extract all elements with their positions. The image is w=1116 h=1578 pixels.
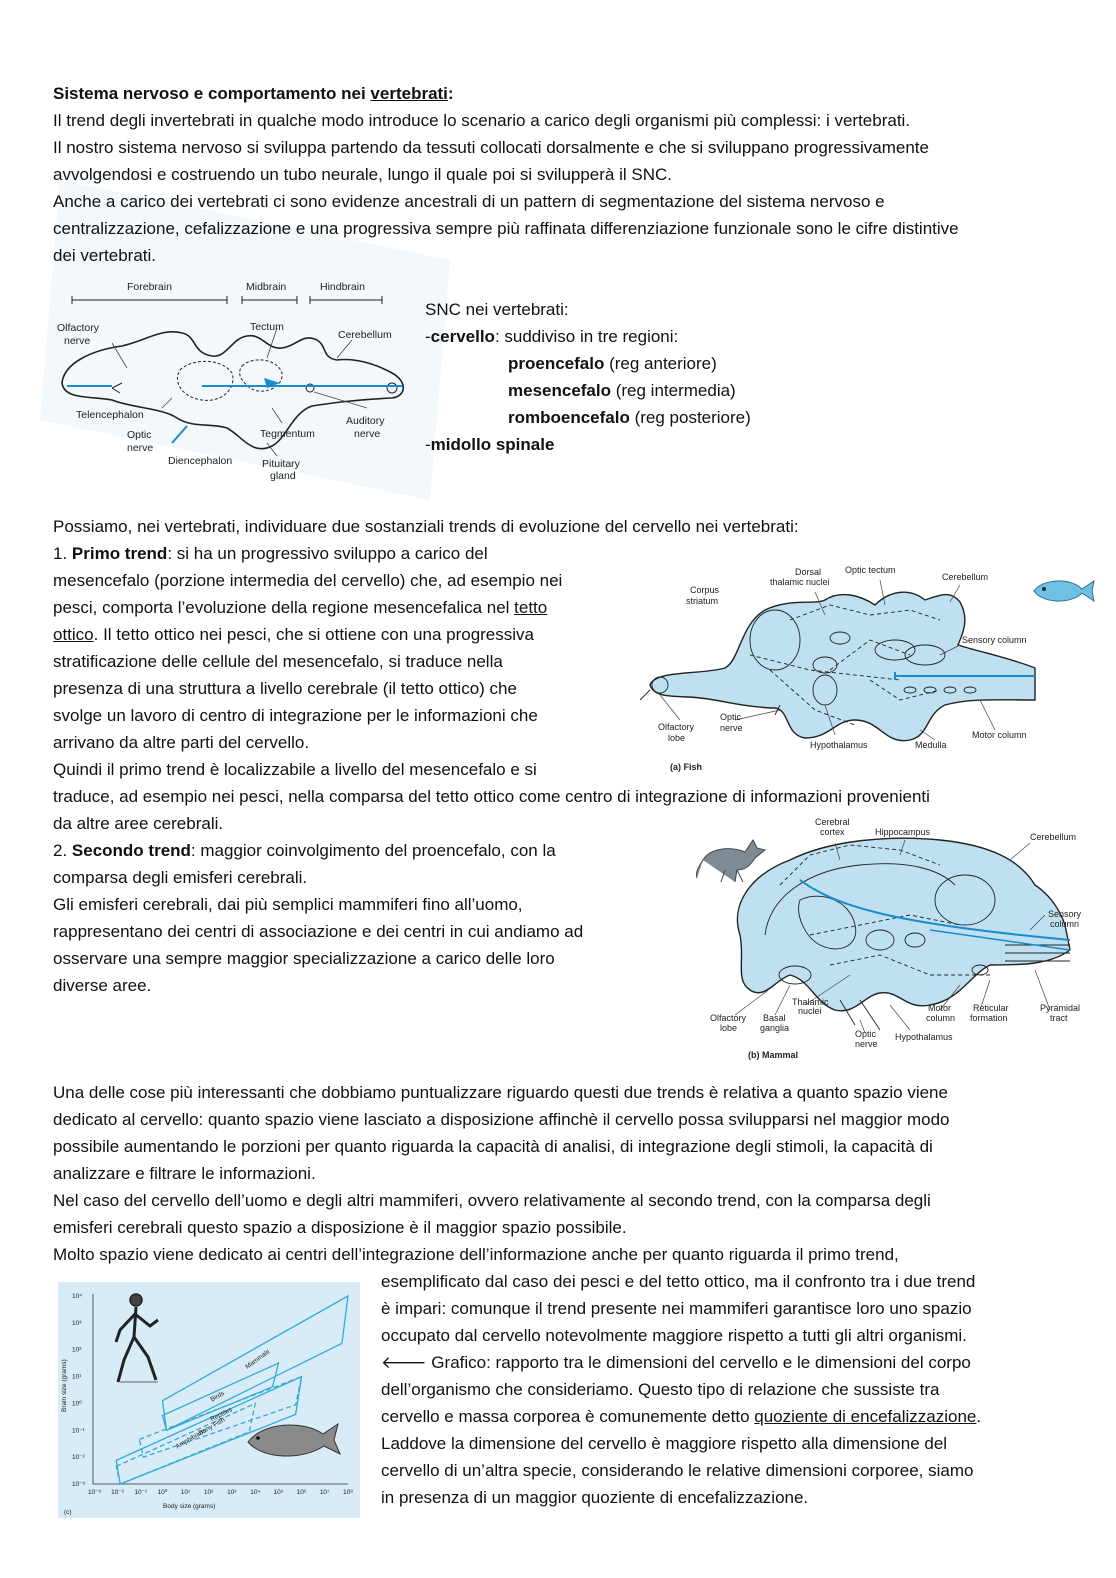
x-tick-label: 10⁻² — [111, 1489, 125, 1496]
x-tick-label: 10³ — [227, 1489, 237, 1496]
label-cerebellum: Cerebellum — [338, 329, 392, 341]
y-tick-label: 10¹ — [72, 1373, 82, 1381]
intro-line: Il nostro sistema nervoso si sviluppa partendo da tessuti collocati dorsalmente e che si sviluppano progressivamente — [53, 138, 929, 157]
fish-label-sensory: Sensory column — [962, 635, 1027, 645]
label-forebrain: Forebrain — [127, 281, 172, 293]
label-tectum: Tectum — [250, 321, 284, 333]
trend2-rest: : maggior coinvolgimento del proencefalo, con la — [190, 841, 556, 860]
snc-region — [508, 404, 751, 431]
snc-dash: - — [425, 435, 431, 454]
region-desc: (reg anteriore) — [604, 354, 717, 373]
trend1-line: traduce, ad esempio nei pesci, nella comparsa del tetto ottico come centro di integrazione di informazioni provenienti — [53, 787, 930, 806]
series-label: Reptiles — [209, 1406, 234, 1424]
space-line: Nel caso del cervello dell’uomo e degli altri mammiferi, ovvero relativamente al secondo trend, con la comparsa degli — [53, 1191, 931, 1210]
mammal-label-pyramidal-2: tract — [1050, 1013, 1068, 1023]
mammal-label-pyramidal: Pyramidal — [1040, 1003, 1081, 1013]
fish-label-medulla: Medulla — [915, 740, 947, 750]
label-hindbrain: Hindbrain — [320, 281, 365, 293]
trend2-title: Secondo trend — [71, 841, 191, 860]
eq-underlined: quoziente di encefalizzazione — [754, 1407, 977, 1426]
snc-midollo — [425, 431, 554, 458]
fish-label-dorsal: Dorsal — [795, 567, 822, 577]
x-tick-label: 10² — [203, 1489, 214, 1496]
right-line — [381, 1403, 981, 1430]
region-name: proencefalo — [508, 354, 605, 373]
right-line: Laddove la dimensione del cervello è maggiore rispetto alla dimensione del — [381, 1434, 948, 1453]
right-line: occupato dal cervello notevolmente maggiore rispetto a tutti gli altri organismi. — [381, 1326, 967, 1345]
y-tick-label: 10³ — [72, 1319, 82, 1327]
mammal-label-cortex: Cerebral — [815, 817, 850, 827]
label-olfactory: Olfactory — [57, 322, 100, 334]
fish-label-motor: Motor column — [972, 730, 1027, 740]
snc-cervello-bold: cervello — [430, 327, 495, 346]
page-heading — [53, 80, 454, 107]
snc-title: SNC nei vertebrati: — [425, 300, 569, 319]
trend1-line: Quindi il primo trend è localizzabile a livello del mesencefalo e si — [53, 760, 537, 779]
space-line: analizzare e filtrare le informazioni. — [53, 1164, 316, 1183]
label-optic-2: nerve — [127, 442, 154, 454]
trend2-line — [53, 837, 556, 864]
trend1-text: pesci, comporta l’evoluzione della regione mesencefalica nel — [53, 598, 515, 617]
trend2-line: comparsa degli emisferi cerebrali. — [53, 868, 308, 887]
mammal-label-motor-2: column — [926, 1013, 956, 1023]
fish-label-olfactory: Olfactory — [658, 722, 695, 732]
label-olfactory-2: nerve — [64, 335, 91, 347]
fish-brain-figure — [640, 560, 1080, 775]
y-tick-label: 10² — [72, 1346, 82, 1354]
heading-underlined: vertebrati — [370, 84, 448, 103]
trend1-line: arrivano da altre parti del cervello. — [53, 733, 310, 752]
mammal-label-reticular: Reticular — [973, 1003, 1009, 1013]
snc-region — [508, 350, 717, 377]
fish-label-corpus: Corpus — [690, 585, 720, 595]
mammal-label-hippocampus: Hippocampus — [875, 827, 931, 837]
mammal-label-reticular-2: formation — [970, 1013, 1008, 1023]
space-line: possibile aumentando le porzioni per quanto riguarda la capacità di analisi, di integrazione degli stimoli, la capacità di — [53, 1137, 933, 1156]
trend1-title: Primo trend — [71, 544, 168, 563]
vertebrate-brain-diagram — [52, 278, 412, 488]
trends-intro: Possiamo, nei vertebrati, individuare due sostanziali trends di evoluzione del cervello nei vertebrati: — [53, 517, 799, 536]
trend1-number: 1. — [53, 544, 72, 563]
fish-label-optic: Optic — [720, 712, 742, 722]
fish-label-corpus-2: striatum — [686, 596, 719, 606]
trend1-text: . Il tetto ottico nei pesci, che si ottiene con una progressiva — [93, 625, 534, 644]
label-auditory-2: nerve — [354, 428, 381, 440]
heading-suffix: : — [447, 84, 454, 103]
series-label: Amphibians — [174, 1427, 208, 1451]
x-tick-label: 10⁸ — [343, 1489, 353, 1496]
heading-prefix: Sistema nervoso e comportamento nei — [53, 84, 371, 103]
trend2-line: Gli emisferi cerebrali, dai più semplici mammiferi fino all’uomo, — [53, 895, 523, 914]
mammal-label-thalamic: Thalamic — [792, 997, 829, 1007]
fish-caption: (a) Fish — [670, 762, 703, 772]
y-tick-label: 10⁻³ — [72, 1481, 85, 1488]
snc-cervello-rest: : suddiviso in tre regioni: — [494, 327, 679, 346]
fish-illustration — [1030, 575, 1098, 607]
region-name: romboencefalo — [508, 408, 630, 427]
fish-label-olfactory-2: lobe — [668, 733, 686, 743]
mammal-label-thalamic-2: nuclei — [798, 1006, 822, 1016]
mammal-label-sensory-2: column — [1050, 919, 1080, 929]
mammal-label-optic-2: nerve — [855, 1039, 878, 1049]
label-telencephalon: Telencephalon — [76, 409, 144, 421]
mammal-label-hypothalamus: Hypothalamus — [895, 1032, 953, 1042]
x-tick-label: 10⁵ — [273, 1489, 284, 1496]
mammal-label-olfactory: Olfactory — [710, 1013, 747, 1023]
trend1-underlined: ottico — [53, 625, 94, 644]
chart-ylabel: Brain size (grams) — [61, 1359, 68, 1412]
space-line: emisferi cerebrali questo spazio a disposizione è il maggior spazio possibile. — [53, 1218, 627, 1237]
trend1-line: stratificazione delle cellule del mesencefalo, si traduce nella — [53, 652, 503, 671]
space-line: Molto spazio viene dedicato ai centri dell’integrazione dell’informazione anche per quanto riguarda il primo trend, — [53, 1245, 899, 1264]
trend2-line: osservare una sempre maggior specializzazione a carico delle loro — [53, 949, 555, 968]
mammal-label-cortex-2: cortex — [820, 827, 845, 837]
chart-panel-label: (c) — [64, 1509, 72, 1516]
label-diencephalon: Diencephalon — [168, 455, 233, 467]
trend1-line — [53, 621, 534, 648]
right-line: dell’organismo che consideriamo. Questo tipo di relazione che sussiste tra — [381, 1380, 940, 1399]
trend1-line: da altre aree cerebrali. — [53, 814, 224, 833]
fish-label-cerebellum: Cerebellum — [942, 572, 989, 582]
snc-dash: - — [425, 327, 431, 346]
fish-label-hypothalamus: Hypothalamus — [810, 740, 868, 750]
mammal-label-basal-2: ganglia — [760, 1023, 790, 1033]
label-tegmentum: Tegmentum — [260, 428, 315, 440]
encephalization-chart — [58, 1282, 360, 1518]
mammal-label-cerebellum: Cerebellum — [1030, 832, 1077, 842]
x-tick-label: 10⁻³ — [88, 1489, 101, 1496]
fish-label-tectum: Optic tectum — [845, 565, 896, 575]
right-line: 🡐 Grafico: rapporto tra le dimensioni del cervello e le dimensioni del corpo — [381, 1353, 971, 1372]
label-auditory: Auditory — [346, 415, 385, 427]
x-tick-label: 10⁶ — [296, 1489, 307, 1496]
snc-midollo-bold: midollo spinale — [430, 435, 555, 454]
label-optic: Optic — [127, 429, 152, 441]
fish-label-dorsal-2: thalamic nuclei — [770, 577, 830, 587]
intro-line: dei vertebrati. — [53, 246, 156, 265]
fish-label-optic-2: nerve — [720, 723, 743, 733]
mammal-label-basal: Basal — [763, 1013, 786, 1023]
y-tick-label: 10⁻¹ — [72, 1427, 85, 1435]
intro-line: Anche a carico dei vertebrati ci sono evidenze ancestrali di un pattern di segmentazione del sistema nervoso e — [53, 192, 885, 211]
label-midbrain: Midbrain — [246, 281, 287, 293]
mammal-label-optic: Optic — [855, 1029, 877, 1039]
space-line: dedicato al cervello: quanto spazio viene lasciato a disposizione affinchè il cervello possa svilupparsi nel maggior modo — [53, 1110, 950, 1129]
x-tick-label: 10¹ — [180, 1489, 191, 1496]
mammal-caption: (b) Mammal — [748, 1050, 799, 1060]
label-pituitary-2: gland — [270, 470, 296, 482]
region-name: mesencefalo — [508, 381, 611, 400]
x-tick-label: 10⁷ — [319, 1489, 330, 1496]
right-line: è impari: comunque il trend presente nei mammiferi garantisce loro uno spazio — [381, 1299, 972, 1318]
right-line: in presenza di un maggior quoziente di encefalizzazione. — [381, 1488, 809, 1507]
intro-line: centralizzazione, cefalizzazione e una progressiva sempre più raffinata differenziazione funzionale sono le cifre distintive — [53, 219, 959, 238]
y-tick-label: 10⁴ — [72, 1293, 83, 1300]
right-line: cervello di un’altra specie, considerando le relative dimensioni corporee, siamo — [381, 1461, 974, 1480]
trend2-number: 2. — [53, 841, 72, 860]
trend1-line: presenza di una struttura a livello cerebrale (il tetto ottico) che — [53, 679, 517, 698]
trend1-line — [53, 540, 488, 567]
trend2-line: diverse aree. — [53, 976, 152, 995]
fox-illustration — [695, 830, 770, 885]
trend1-line: svolge un lavoro di centro di integrazione per le informazioni che — [53, 706, 538, 725]
trend1-line: mesencefalo (porzione intermedia del cervello) che, ad esempio nei — [53, 571, 563, 590]
intro-line: avvolgendosi e costruendo un tubo neurale, lungo il quale poi si svilupperà il SNC. — [53, 165, 672, 184]
mammal-label-sensory: Sensory — [1048, 909, 1082, 919]
intro-line: Il trend degli invertebrati in qualche modo introduce lo scenario a carico degli organismi più complessi: i vertebrati. — [53, 111, 911, 130]
series-label: Mammals — [244, 1348, 272, 1371]
x-tick-label: 10⁴ — [250, 1489, 261, 1496]
trend1-line — [53, 594, 547, 621]
series-label: Bony Fish — [197, 1416, 227, 1438]
x-tick-label: 10⁰ — [157, 1489, 168, 1496]
trend1-rest: : si ha un progressivo sviluppo a carico del — [167, 544, 488, 563]
right-line: esemplificato dal caso dei pesci e del tetto ottico, ma il confronto tra i due trend — [381, 1272, 976, 1291]
eq-text: . — [976, 1407, 982, 1426]
x-tick-label: 10⁻¹ — [134, 1489, 148, 1496]
mammal-label-olfactory-2: lobe — [720, 1023, 738, 1033]
region-desc: (reg intermedia) — [611, 381, 736, 400]
eq-text: cervello e massa corporea è comunemente detto — [381, 1407, 755, 1426]
snc-region — [508, 377, 736, 404]
space-line: Una delle cose più interessanti che dobbiamo puntualizzare riguardo questi due trends è relativa a quanto spazio viene — [53, 1083, 948, 1102]
y-tick-label: 10⁰ — [72, 1400, 82, 1408]
label-pituitary: Pituitary — [262, 458, 300, 470]
region-desc: (reg posteriore) — [629, 408, 751, 427]
snc-cervello — [425, 323, 678, 350]
trend2-line: rappresentano dei centri di associazione e dei centri in cui andiamo ad — [53, 922, 584, 941]
series-label: Birds — [209, 1389, 226, 1404]
mammal-label-motor: Motor — [928, 1003, 952, 1013]
chart-xlabel: Body size (grams) — [163, 1503, 216, 1510]
trend1-underlined: tetto — [514, 598, 548, 617]
y-tick-label: 10⁻² — [72, 1454, 85, 1462]
